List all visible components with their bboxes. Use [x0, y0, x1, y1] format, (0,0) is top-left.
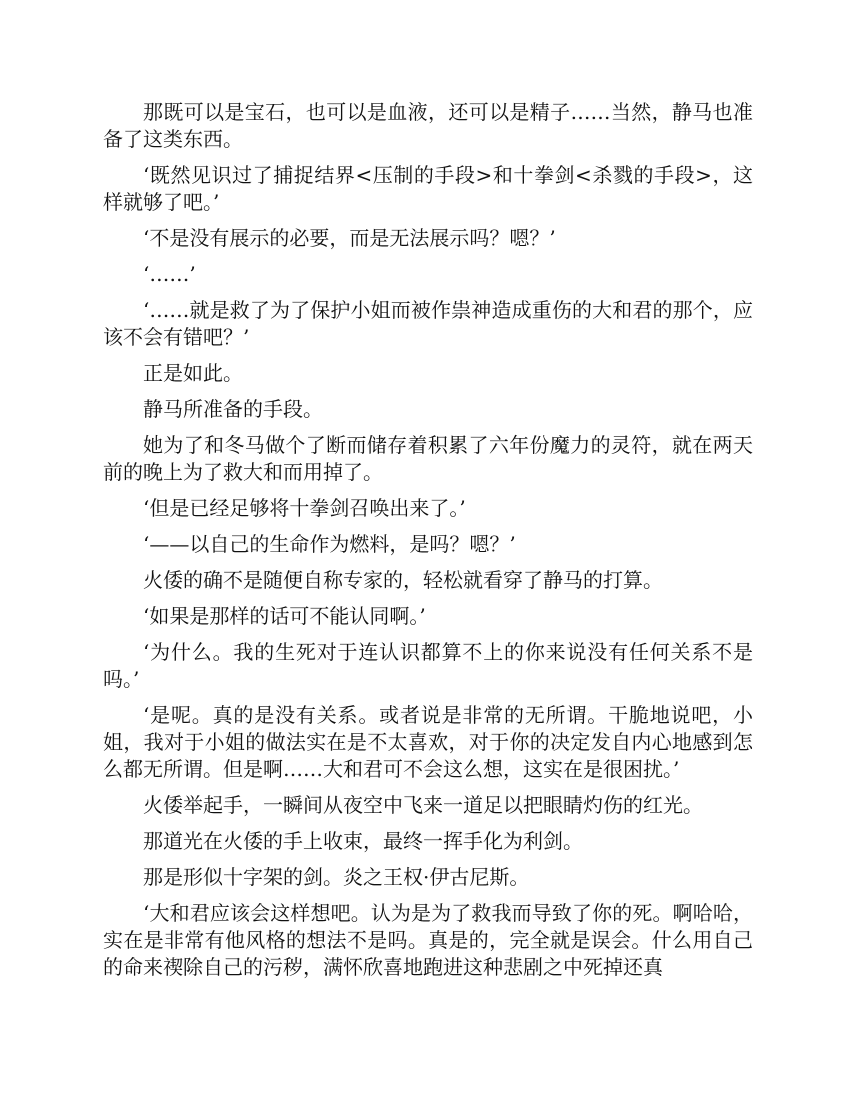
- paragraph: ‘为什么。我的生死对于连认识都算不上的你来说没有任何关系不是吗。’: [103, 640, 753, 691]
- paragraph: ‘既然见识过了捕捉结界<压制的手段>和十拳剑<杀戮的手段>，这样就够了吧。’: [103, 163, 753, 214]
- paragraph: 她为了和冬马做个了断而储存着积累了六年份魔力的灵符，就在两天前的晚上为了救大和而用掉了。: [103, 433, 753, 484]
- paragraph: 火倭的确不是随便自称专家的，轻松就看穿了静马的打算。: [143, 568, 663, 592]
- paragraph: ‘……就是救了为了保护小姐而被作祟神造成重伤的大和君的那个，应该不会有错吧？’: [103, 298, 753, 349]
- paragraph: ‘但是已经足够将十拳剑召唤出来了。’: [143, 496, 466, 520]
- paragraph: 火倭举起手，一瞬间从夜空中飞来一道足以把眼睛灼伤的红光。: [143, 793, 703, 817]
- paragraph: 那是形似十字架的剑。炎之王权·伊古尼斯。: [143, 865, 530, 889]
- paragraph: 正是如此。: [143, 361, 243, 385]
- paragraph: 那既可以是宝石，也可以是血液，还可以是精子……当然，静马也准备了这类东西。: [103, 100, 753, 151]
- paragraph: 静马所准备的手段。: [143, 397, 323, 421]
- paragraph: 那道光在火倭的手上收束，最终一挥手化为利剑。: [143, 829, 583, 853]
- paragraph: ‘——以自己的生命作为燃料，是吗？嗯？’: [143, 532, 516, 556]
- paragraph: ‘……’: [143, 262, 196, 286]
- paragraph: ‘大和君应该会这样想吧。认为是为了救我而导致了你的死。啊哈哈，实在是非常有他风格的想法不是吗。真是的，完全就是误会。什么用自己的命来禊除自己的污秽，满怀欣喜地跑进这种悲剧之中死掉还真: [103, 901, 753, 979]
- paragraph: ‘是呢。真的是没有关系。或者说是非常的无所谓。干脆地说吧，小姐，我对于小姐的做法实在是不太喜欢，对于你的决定发自内心地感到怎么都无所谓。但是啊……大和君可不会这么想，这实在是很困扰。’: [103, 703, 753, 781]
- document-page: [103, 99, 753, 990]
- paragraph: ‘如果是那样的话可不能认同啊。’: [143, 604, 426, 628]
- paragraph: ‘不是没有展示的必要，而是无法展示吗？嗯？’: [143, 226, 556, 250]
